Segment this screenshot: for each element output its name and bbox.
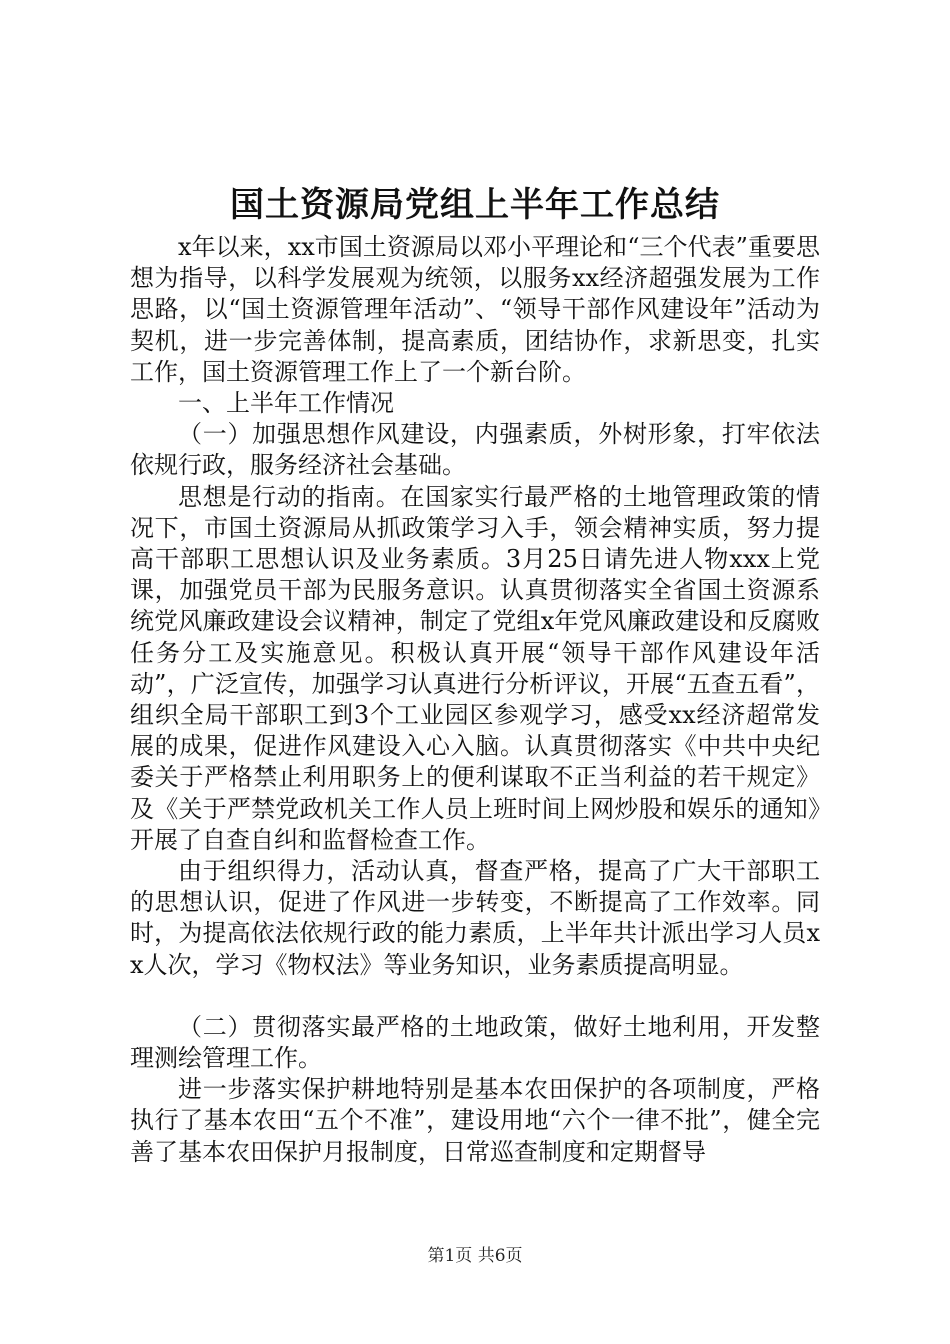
- subsection-heading-2: （二）贯彻落实最严格的土地政策，做好土地利用，开发整理测绘管理工作。: [130, 1012, 820, 1073]
- page-footer: 第1页 共6页: [427, 1246, 523, 1266]
- subsection-heading-1: （一）加强思想作风建设，内强素质，外树形象，打牢依法依规行政，服务经济社会基础。: [130, 420, 820, 480]
- paragraph-intro: x年以来，xx市国土资源局以邓小平理论和“三个代表”重要思想为指导，以科学发展观为统领，以服务xx经济超强发展为工作思路，以“国土资源管理年活动”、“领导干部作风建设年”活动为契机，进一步完善体制，提高素质，团结协作，求新思变，扎实工作，国土资源管理工作上了一个新台阶。: [130, 233, 820, 386]
- section-heading-1: 一、上半年工作情况: [178, 389, 394, 418]
- paragraph-land-policy: 进一步落实保护耕地特别是基本农田保护的各项制度，严格执行了基本农田“五个不准”，建设用地“六个一律不批”，健全完善了基本农田保护月报制度，日常巡查制度和定期督导: [130, 1075, 820, 1166]
- document-title: 国土资源局党组上半年工作总结: [230, 185, 720, 225]
- document-body: [130, 232, 820, 1168]
- paragraph-results: 由于组织得力，活动认真，督查严格，提高了广大干部职工的思想认识，促进了作风进一步转变，不断提高了工作效率。同时，为提高依法依规行政的能力素质，上半年共计派出学习人员xx人次，学习《物权法》等业务知识，业务素质提高明显。: [130, 857, 820, 979]
- paragraph-ideology: 思想是行动的指南。在国家实行最严格的土地管理政策的情况下，市国土资源局从抓政策学习入手，领会精神实质，努力提高干部职工思想认识及业务素质。3月25日请先进人物xxx上党课，加强党员干部为民服务意识。认真贯彻落实全省国土资源系统党风廉政建设会议精神，制定了党组x年党风廉政建设和反腐败任务分工及实施意见。积极认真开展“领导干部作风建设年活动”，广泛宣传，加强学习认真进行分析评议，开展“五查五看”，组织全局干部职工到3个工业园区参观学习，感受xx经济超常发展的成果，促进作风建设入心入脑。认真贯彻落实《中共中央纪委关于严格禁止利用职务上的便利谋取不正当利益的若干规定》及《关于严禁党政机关工作人员上班时间上网炒股和娱乐的通知》开展了自查自纠和监督检查工作。: [130, 482, 820, 854]
